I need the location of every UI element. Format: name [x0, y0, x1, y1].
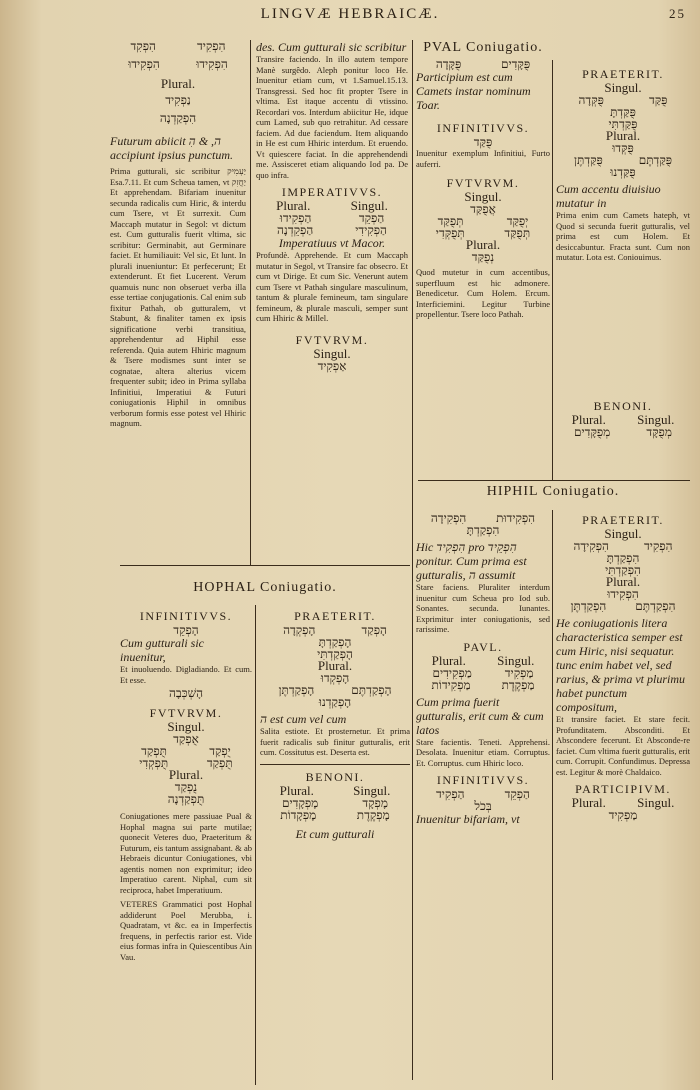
hophal-title-block	[120, 582, 410, 602]
hebrew-form: הָפְקַדְתֶּן	[278, 683, 315, 697]
body-text: Stare faciens. Pluraliter interdum inuenitur cum Scheua pro Iod sub. Sonantes. secunda. Iunantes. Exprimitur inter coniugationis, sed rarissime.	[416, 582, 550, 634]
hebrew-form: מַפְקִיד	[504, 665, 534, 680]
hebrew-form: מְפֻקָּדִים	[574, 425, 611, 439]
singular-label: Singul.	[353, 782, 391, 798]
hebrew-form: פֻּקַּדְתֶּם	[638, 153, 673, 167]
column-hophal-praeterit	[260, 608, 410, 1086]
column-rule	[552, 510, 553, 1080]
singular-label: Singul.	[350, 198, 388, 213]
hebrew-form: פֻּקְּדוּ	[612, 141, 634, 155]
body-text: Prima gutturali, sic scribitur יַעְמִיק Esa.7.11. Et cum Scheua tamen, vt יַחֲזִק Et apprehendam. Bifariam inuenitur secunda radicalis cum Hiric, & interdu cum Tsere, vt Et surrexit. Cum Maccaph mutatur in Segol: vt dictum est. Cum gutturalis fuerit vltima, sic scribitur: Germinabit, aut Germinare faciet. Et humiliauit: Vel sic, Et lunt. In plurali inueniuntur: Et perfecerunt; Et extenderunt. Et fiet Lucerent. Verum quamuis nunc non obseruet verba illa esse tertiae conjugationis. Cal enim sub fixitur Pathah, ob gutturalem, vt Stabunt, & finaliter tamen ex ipsis significatione verbi transitiua, apprehendentur ad Hiphil esse referenda. Quia autem Hhiric magnum & Tsere modismes sunt inter se cognatae, altera alterius vicem frequenter subit; ideo in Prima syllaba Infinitiui, Imperatiui & Futuri coniugationis Hiphil in omnibus verborum formis esse potest vel Hhiric magnum.	[110, 166, 246, 428]
body-text: Quod mutetur in cum accentibus, superfluum est hic admonere. Benedicetur. Cum Holem. Ercum. Interficiemini. Legitur Turbine propellentur. Tsere loco Pathah.	[416, 267, 550, 319]
infinitivus-heading: INFINITIVVS.	[436, 121, 530, 135]
hebrew-form: הִפְקִידָה	[573, 539, 609, 553]
singular-label: Singul.	[497, 652, 535, 668]
column-rule	[552, 60, 553, 480]
paul-heading: PAVL.	[463, 639, 503, 654]
column-pual	[416, 42, 550, 482]
pual-title: PVAL Coniugatio.	[423, 42, 543, 55]
italic-note: Imperatiuus vt Macor.	[278, 236, 386, 250]
hebrew-form: הִפְקִיד	[643, 539, 673, 553]
hebrew-form: הִפְקִידוּת	[496, 512, 536, 525]
hebrew-form: פֻּקַּדְתָּ	[610, 105, 636, 119]
hebrew-form: הִפְקִיד	[196, 40, 226, 53]
hebrew-form: מָפְקָדִים	[282, 795, 319, 810]
singular-label: Singul.	[604, 80, 642, 95]
column-hiphil-cont	[256, 40, 408, 562]
column-rule	[250, 40, 251, 565]
hebrew-form: הִפְקַדְתָּ	[466, 523, 500, 537]
hebrew-form: הִפְקִידוּ	[196, 57, 228, 71]
hebrew-form: הָפְקַדְתֶּם	[351, 683, 392, 697]
hebrew-form: הָפְקְדָה	[283, 623, 316, 637]
italic-note: He coniugationis litera characteristica semper est cum Hiric, nisi sequatur. tunc enim habet vel, sed rarius, & prima vt plurimu habet punctum compositum,	[556, 616, 686, 714]
singular-label: Singul.	[313, 345, 351, 361]
hebrew-form: יֻפְקַד	[209, 744, 231, 758]
hebrew-form: פֻּקַּד	[473, 135, 493, 149]
hebrew-form: הַפְקִידִי	[355, 223, 387, 237]
hebrew-form: פֻּקַּד	[648, 93, 668, 107]
singular-label: Singul.	[604, 526, 642, 541]
hebrew-form: מַפְקֶדֶת	[501, 677, 535, 692]
hebrew-form: הִפְקַדְתֶּם	[635, 599, 676, 613]
body-text: Et inuoluendo. Digladiando. Et cum. Et esse.	[120, 664, 252, 685]
hebrew-form: בְּכֹל	[474, 799, 492, 813]
italic-note: Cum prima fuerit gutturalis, erit cum & cum latos	[416, 694, 544, 737]
hebrew-form: הִפְקַדְנָה	[159, 111, 197, 125]
plural-label: Plural.	[431, 652, 466, 668]
hebrew-form: פֻּקְּדָה	[578, 93, 604, 107]
hebrew-form: הִפְקַדְתָּ	[606, 551, 640, 565]
italic-note: ה est cum vel cum	[260, 712, 347, 726]
benoni-heading: BENONI.	[305, 769, 365, 784]
hophal-title: HOPHAL Coniugatio.	[193, 582, 337, 595]
body-text: Stare facientis. Teneti. Apprehensi. Desolata. Inuenitur etiam. Corruptus. Et. Corruptus. cum Hhiric loco.	[416, 736, 550, 768]
hebrew-form: הִפְקַדְתִּי	[605, 563, 641, 577]
column-rule	[255, 605, 256, 1085]
italic-note: Inuenitur bifariam, vt	[416, 812, 520, 826]
hebrew-form: מְפֻקָּד	[646, 425, 672, 439]
singular-label: Singul.	[637, 795, 675, 810]
plural-label: Plural.	[465, 237, 501, 252]
hebrew-form: הִפְקִד	[130, 40, 156, 53]
plural-label: Plural.	[160, 76, 196, 91]
italic-note: des. Cum gutturali sic scribitur	[256, 40, 407, 54]
hebrew-form: הַפְקֵד	[358, 211, 385, 225]
benoni-pual	[556, 398, 690, 478]
body-text: Prima enim cum Camets hateph, vt Quod si secunda fuerit gutturalis, vel prima est cum Holem. Et desiccabuntur. Fracta sunt. Cum non mutatur. Lota est. Coniouimus.	[556, 210, 690, 262]
hebrew-form: מַפְקִידוֹת	[431, 677, 471, 692]
futurum-heading: Futurum abiicit ה, & הִ accipiunt ipsius punctum.	[110, 134, 233, 162]
hebrew-form: תֻּפְקַדְנָה	[167, 792, 205, 806]
body-text: Inuenitur exemplum Infinitiui, Furto auferri.	[416, 148, 550, 169]
column-hiphil	[416, 512, 550, 1086]
hebrew-form: אֻפְקַד	[173, 732, 199, 746]
hebrew-form: הָפְקַדְתִּי	[317, 647, 353, 661]
italic-note: Hic הִפְקִיד pro הִפְקֵיד ponitur. Cum prima est gutturalis, ה assumit	[416, 540, 527, 582]
hebrew-form: הָפְקַדְנוּ	[318, 695, 352, 709]
hebrew-form: הַפְקִידוּ	[279, 211, 312, 225]
hebrew-form: פֻּקַּדְנוּ	[610, 165, 636, 179]
hebrew-form: תְּפֻקְּדִי	[435, 226, 465, 240]
participium-heading: PARTICIPIVM.	[575, 782, 671, 796]
running-header	[0, 6, 700, 23]
hebrew-form: הָפְקֵד	[173, 623, 199, 637]
hiphil-title: HIPHIL Coniugatio.	[486, 486, 620, 499]
hebrew-form: תֻּפְקַד	[206, 756, 233, 770]
hebrew-form: תֻּפְקַד	[141, 744, 167, 758]
hebrew-form: הָפְקְדוּ	[320, 671, 350, 685]
column-hophal	[120, 608, 252, 1086]
infinitivus-heading: INFINITIVVS.	[139, 609, 233, 623]
praeterit-heading: PRAETERIT.	[582, 513, 664, 527]
hebrew-form: נֻפְקַד	[174, 780, 198, 794]
hebrew-form: הָשְׁכְּבָה	[169, 686, 203, 700]
note-text: VETERES Grammatici post Hophal addiderunt Poel Merubba, i. Quadratam, vt &c. ea in Imperfectis frequens, in perfectis rarior est. Vide eius formas infra in Quiescentibus Ain Vau.	[120, 899, 252, 962]
plural-label: Plural.	[276, 198, 311, 213]
hebrew-form: הָפְקַדְתָּ	[318, 635, 352, 649]
plural-label: Plural.	[605, 128, 641, 143]
body-text: Et transire faciet. Et stare fecit. Profunditatem. Absconditi. Et Abscondere fecerunt. Et Absconde-re faciet. Cum vltima fuerit gutturalis, erit cum. Corrupit. Confundimus. Depressa est. Legitur & morè Chaldaico.	[556, 714, 690, 777]
singular-label: Singul.	[167, 719, 205, 734]
plural-label: Plural.	[317, 658, 353, 673]
section-rule	[260, 764, 410, 765]
imperativus-heading: IMPERATIVVS.	[281, 185, 383, 199]
hebrew-form: אֲפֻקַּד	[470, 202, 496, 216]
running-title: LINGVÆ HEBRAICÆ.	[260, 6, 440, 22]
praeterit-heading: PRAETERIT.	[582, 67, 664, 81]
hebrew-form: פֻּקַּדְתֶּן	[573, 153, 603, 167]
benoni-heading: BENONI.	[593, 399, 653, 413]
futurum-heading: FVTVRVM.	[295, 332, 369, 347]
hebrew-form: מָפְקָדוֹת	[280, 807, 317, 822]
hebrew-form: פֻּקָּדָה	[435, 57, 462, 71]
futurum-heading: FVTVRVM.	[149, 706, 223, 720]
singular-label: Singul.	[464, 189, 502, 204]
column-niphal-end	[110, 40, 246, 562]
hebrew-form: הָפְקַד	[361, 623, 387, 637]
column-hiphil-praeterit	[556, 512, 690, 1086]
hebrew-form: יְפֻקַּד	[506, 214, 529, 228]
plural-label: Plural.	[605, 574, 641, 589]
italic-note: Et cum gutturali	[295, 826, 375, 841]
hebrew-form: הַפְקֵדְנָה	[277, 223, 314, 237]
hebrew-form: הַפְקִיד	[436, 787, 465, 801]
body-text: Salita estiote. Et prosternetur. Et prima fuerit radicalis sub finitur gutturalis, erit cum. Cossitutus est. Deserta est.	[260, 726, 410, 757]
hebrew-form: תֻּפְקְדִי	[139, 756, 169, 770]
hebrew-form: אַפְקִיד	[317, 358, 347, 373]
column-rule	[412, 40, 413, 1080]
hebrew-form: הִפְקִידָה	[430, 512, 467, 525]
body-text: Transire faciendo. In illo autem tempore Manè surgêdo. Aleph ponitur loco He. Inuenitur etiam cum, vt 1.Samuel.15.13. Transgressi. Sed hoc fit propter Tsere in vltima. Est itaque accentu di vtissino. Recordari vos. Interdum abiicitur He, idque cum Lamed, sub quo retrahitur. Ad cessare faciem. Ad due faciendum. Item aliquando in He est cum Hhiric interdum. Et eruendo. Vt quiescere faciat. In die apprehendendi me. Assisceret etiam aliquando Iod pa. De quo infra.	[256, 54, 408, 180]
plural-label: Plural.	[571, 795, 606, 810]
hebrew-form: מַפְקִידִים	[432, 665, 472, 680]
plural-label: Plural.	[168, 767, 204, 782]
singular-label: Singul.	[637, 412, 675, 427]
hebrew-form: הִפְקִידוּ	[128, 57, 160, 71]
hebrew-form: פֻּקַּדְתִּי	[608, 117, 638, 131]
italic-note: Participium est cum Camets instar nominum Toar.	[416, 70, 531, 112]
italic-note: Cum gutturali sic inuenitur,	[120, 636, 205, 664]
hebrew-form: נְפֻקַּד	[471, 250, 495, 264]
hebrew-form: מָפְקָד	[362, 795, 388, 810]
hebrew-form: מַפְקִיד	[608, 808, 638, 822]
hebrew-form: הִפְקִידוּ	[607, 587, 639, 601]
futurum-heading: FVTVRVM.	[446, 176, 520, 190]
body-text: Profundè. Apprehende. Et cum Maccaph mutatur in Segol, vt Transire fac obsecro. Et cum vt Dirige. Et cum Sic. Venerunt autem cum Tsere vt Pathah singulare masculinum, tantum & plurale femineum, tam singulare femineum, & plurale masculi, semper sunt cum Hhiric & Millel.	[256, 250, 408, 323]
body-text: Coniugationes mere passiuae Pual & Hophal magna sui parte mutilae; quonecit Veteres duo, Praeteritum & Futurum, eis tantum assignabant. & ab Hebraeis dicuntur Coniugationes, vbi agentis nomen non exprimitur; ideo Imperatiuo carent. Niphal, cum sit reciproca, habet Imperatiuum.	[120, 811, 252, 895]
praeterit-heading: PRAETERIT.	[294, 609, 376, 623]
hebrew-form: נַפְקִיד	[165, 93, 191, 107]
hebrew-form: תְּפֻקַּד	[437, 214, 464, 228]
page-number: 25	[669, 6, 686, 21]
hebrew-form: פֻּקָּדִים	[500, 57, 531, 71]
infinitivus-heading: INFINITIVVS.	[436, 773, 530, 787]
hebrew-form: תְּפֻקַּד	[504, 226, 531, 240]
plural-label: Plural.	[279, 782, 314, 798]
hebrew-form: הַפְקֵד	[504, 787, 530, 801]
hebrew-form: מָפְקֶדֶת	[356, 807, 390, 822]
hiphil-title-block	[416, 486, 690, 506]
section-rule	[120, 565, 410, 566]
plural-label: Plural.	[571, 412, 606, 427]
hebrew-form: הִפְקַדְתֶּן	[570, 599, 607, 613]
italic-note: Cum accentu diuisiuo mutatur in	[556, 182, 661, 210]
